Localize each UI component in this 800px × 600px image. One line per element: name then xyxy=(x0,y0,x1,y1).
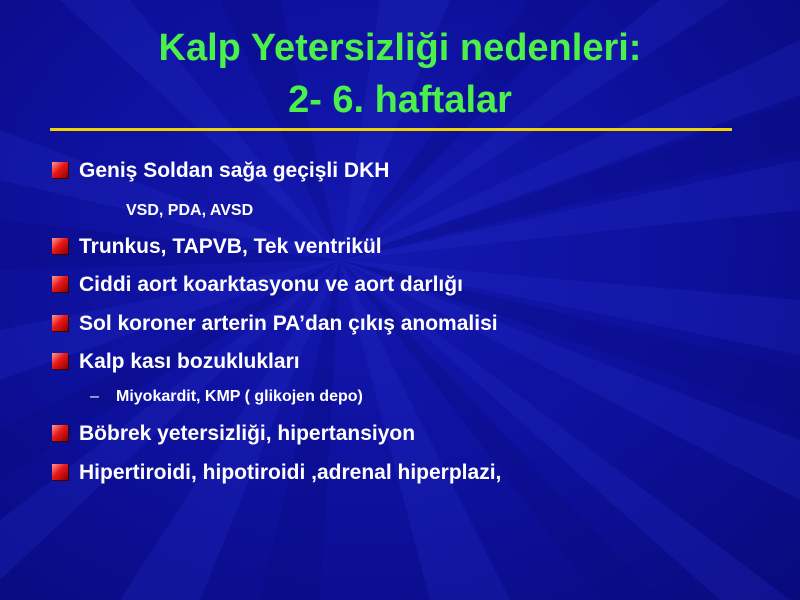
slide-title-line-2: 2- 6. haftalar xyxy=(288,79,512,121)
slide-title-line-1: Kalp Yetersizliği nedenleri: xyxy=(158,27,642,69)
bullet-text: Sol koroner arterin PA’dan çıkış anomalisi xyxy=(79,312,498,335)
title-divider xyxy=(50,128,732,131)
bullet-square-icon xyxy=(52,315,68,331)
sub-item-text: VSD, PDA, AVSD xyxy=(126,202,254,219)
bullet-text: Trunkus, TAPVB, Tek ventrikül xyxy=(79,235,382,258)
bullet-text: Hipertiroidi, hipotiroidi ,adrenal hiperplazi, xyxy=(79,461,502,484)
bullet-square-icon xyxy=(52,162,68,178)
bullet-text: Böbrek yetersizliği, hipertansiyon xyxy=(79,422,416,445)
bullet-text: Ciddi aort koarktasyonu ve aort darlığı xyxy=(79,273,463,296)
bullet-square-icon xyxy=(52,276,68,292)
bullet-text: Kalp kası bozuklukları xyxy=(79,350,300,373)
sub-item-text: Miyokardit, KMP ( glikojen depo) xyxy=(116,388,363,405)
bullet-text: Geniş Soldan sağa geçişli DKH xyxy=(79,159,390,182)
bullet-square-icon xyxy=(52,353,68,369)
bullet-square-icon xyxy=(52,238,68,254)
dash-bullet-icon: – xyxy=(90,388,99,405)
bullet-square-icon xyxy=(52,464,68,480)
bullet-square-icon xyxy=(52,425,68,441)
